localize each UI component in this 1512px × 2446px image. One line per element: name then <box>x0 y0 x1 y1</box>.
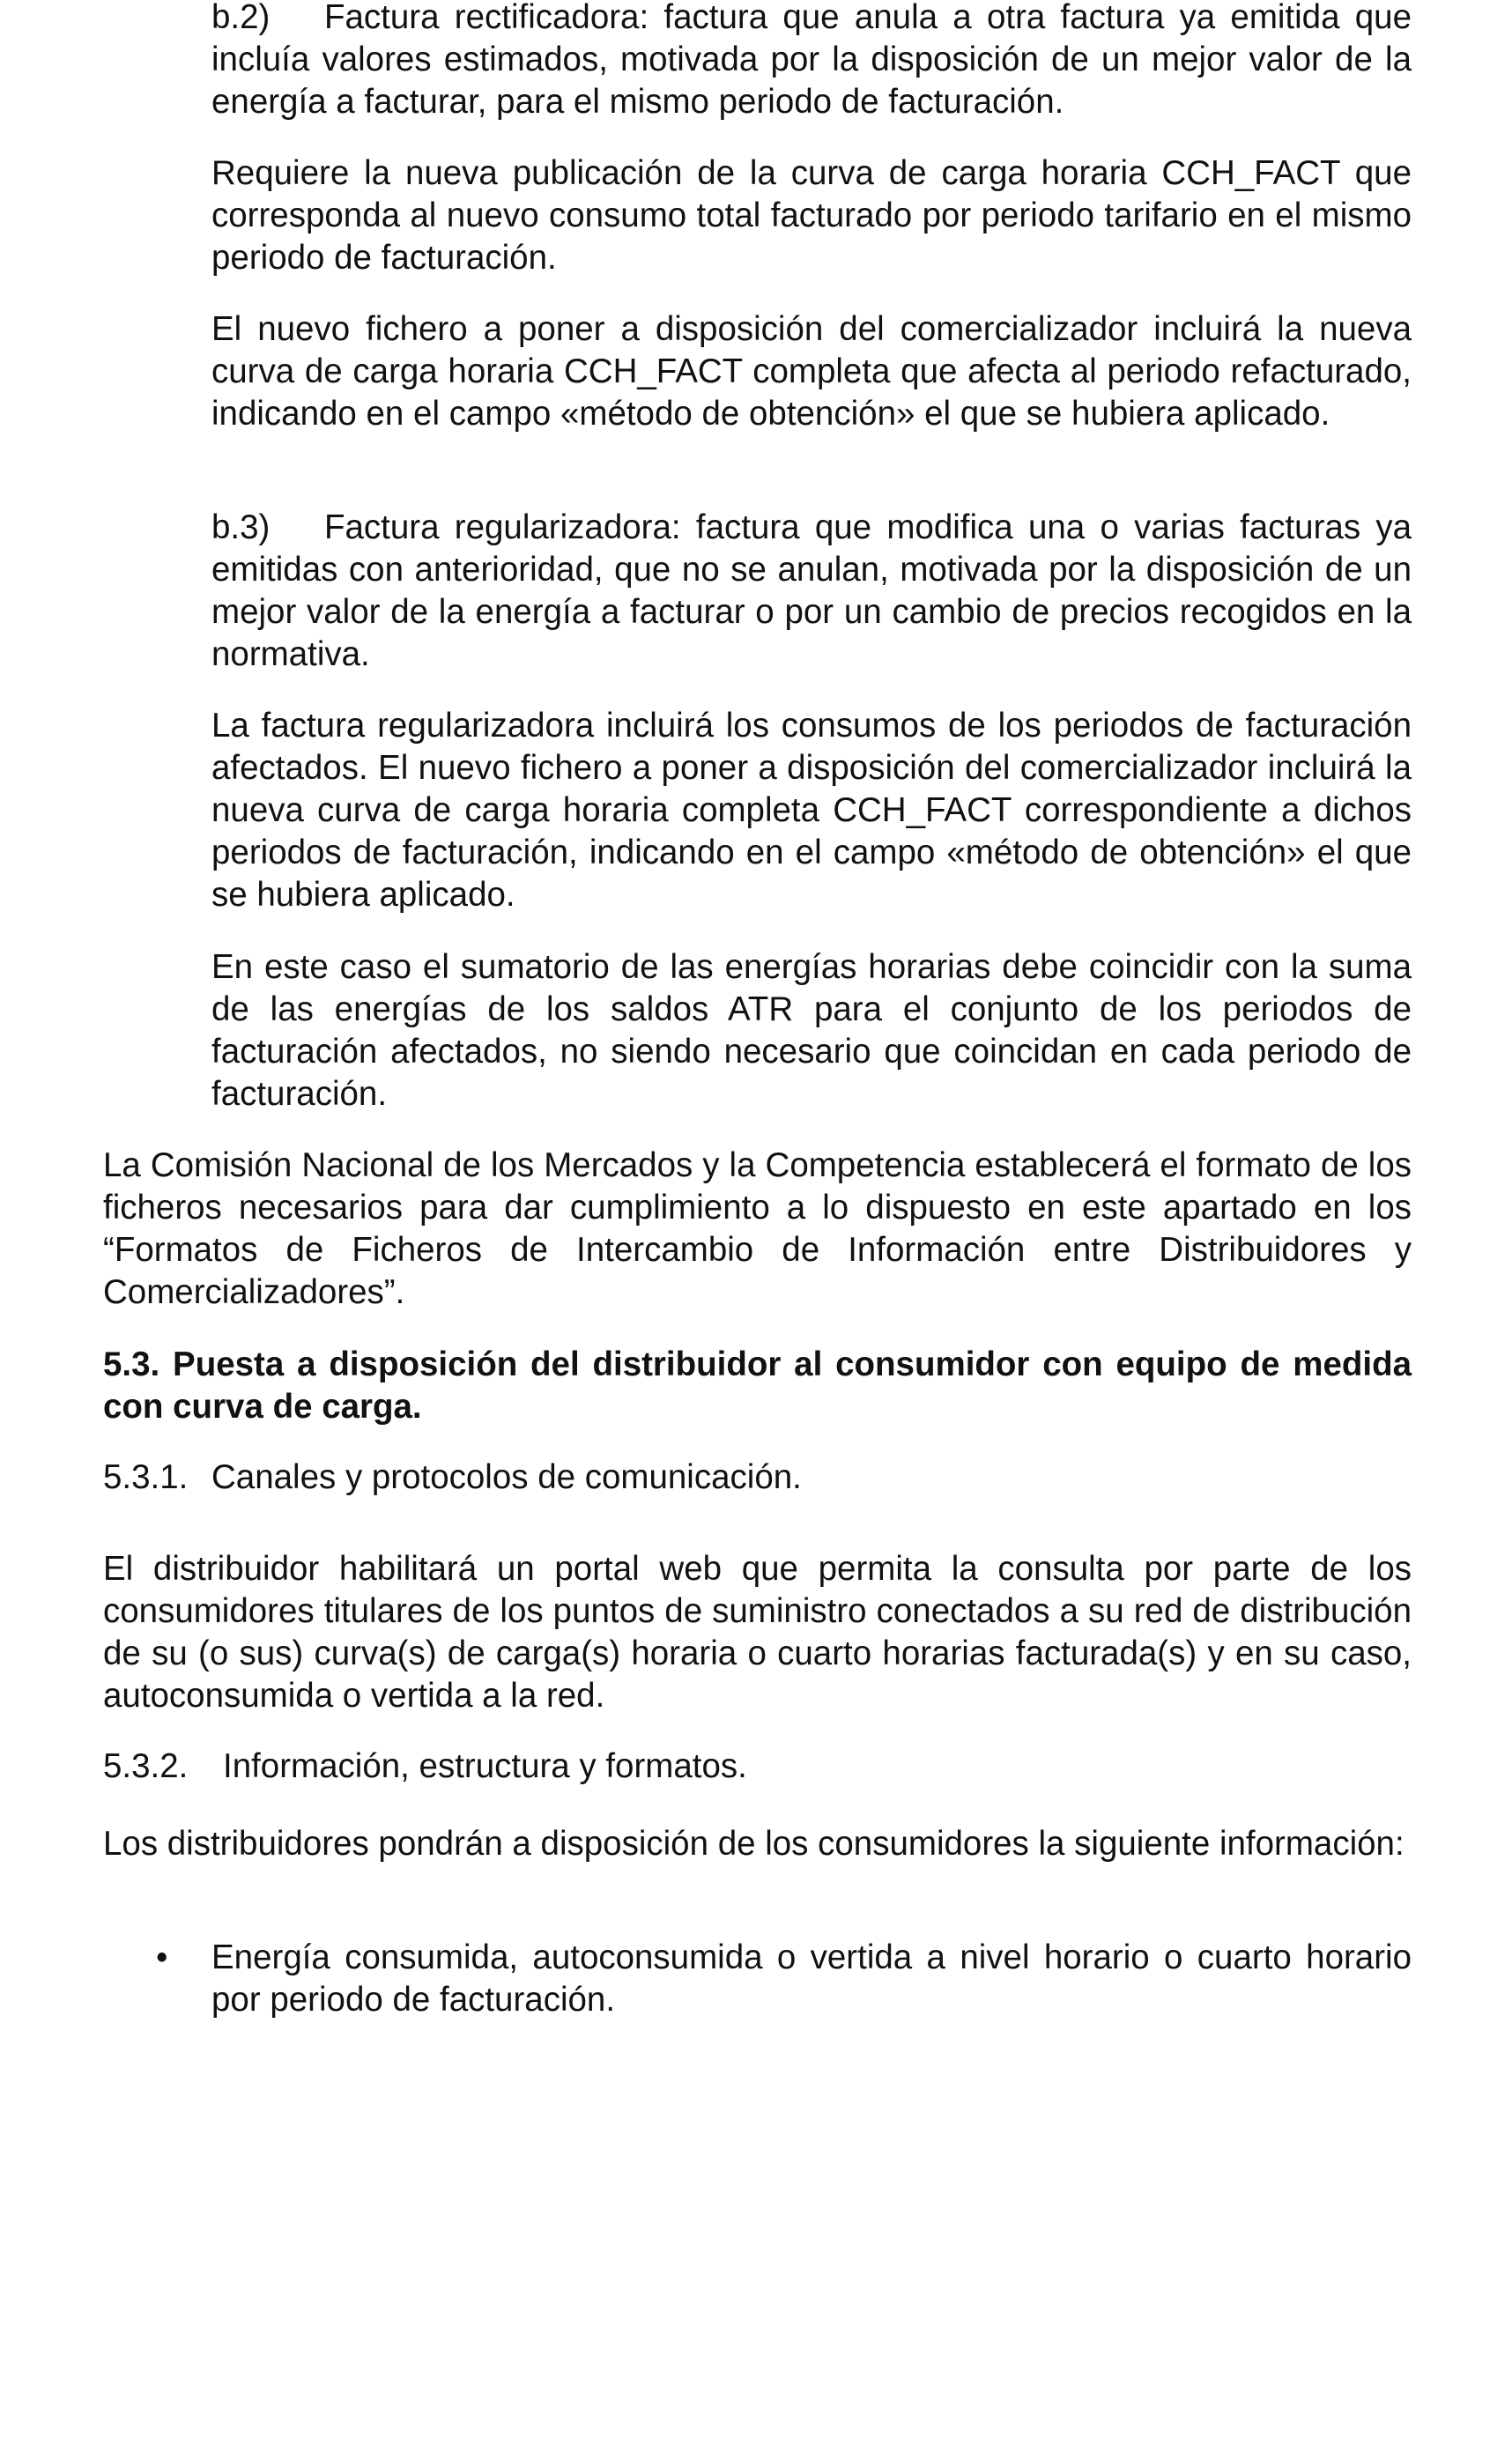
paragraph-distribuidores: Los distribuidores pondrán a disposición de los consumidores la siguiente información: <box>103 1825 1405 1863</box>
list-item-text: Energía consumida, autoconsumida o vertida a nivel horario o cuarto horario por periodo de facturación. <box>211 1938 1412 2019</box>
paragraph-portal: El distribuidor habilitará un portal web que permita la consulta por parte de los consumidores titulares de los puntos de suministro conectados a su red de distribución de su (o sus) curva(s) de carga(s) horaria o cuarto horarias facturada(s) y en su caso, autoconsumida o vertida a la red. <box>103 1550 1412 1715</box>
paragraph-cnmc: La Comisión Nacional de los Mercados y la Competencia establecerá el formato de los ficheros necesarios para dar cumplimiento a lo dispuesto en este apartado en los “Formatos de Ficheros de Intercambio de Información entre Distribuidores y Comercializadores”. <box>103 1146 1412 1311</box>
paragraph-requiere: Requiere la nueva publicación de la curva de carga horaria CCH_FACT que corresponda al nuevo consumo total facturado por periodo tarifario en el mismo periodo de facturación. <box>211 154 1412 277</box>
paragraph-nuevo-fichero: El nuevo fichero a poner a disposición del comercializador incluirá la nueva curva de carga horaria CCH_FACT completa que afecta al periodo refacturado, indicando en el campo «método de obtención» el que se hubiera aplicado. <box>211 310 1412 433</box>
paragraph-b2 <box>211 0 1412 123</box>
subsection-title-5-3-1: Canales y protocolos de comunicación. <box>211 1458 802 1496</box>
paragraph-b3 <box>211 507 1412 676</box>
paragraph-sumatorio: En este caso el sumatorio de las energías horarias debe coincidir con la suma de las energías de los saldos ATR para el conjunto de los periodos de facturación afectados, no siendo necesario que coincidan en cada periodo de facturación. <box>211 948 1412 1113</box>
paragraph-regularizadora: La factura regularizadora incluirá los consumos de los periodos de facturación afectados. El nuevo fichero a poner a disposición del comercializador incluirá la nueva curva de carga horaria completa CCH_FACT correspondiente a dichos periodos de facturación, indicando en el campo «método de obtención» el que se hubiera aplicado. <box>211 707 1412 914</box>
subsection-number-5-3-2: 5.3.2. <box>103 1747 189 1785</box>
subsection-heading-5-3-1 <box>103 1456 1412 1499</box>
subsection-number-5-3-1: 5.3.1. <box>103 1458 189 1496</box>
section-heading-5-3: 5.3. Puesta a disposición del distribuidor al consumidor con equipo de medida con curva de carga. <box>103 1345 1412 1426</box>
paragraph-b3-text: Factura regularizadora: factura que modifica una o varias facturas ya emitidas con anterioridad, que no se anulan, motivada por la disposición de un mejor valor de la energía a facturar o por un cambio de precios recogidos en la normativa. <box>211 508 1412 673</box>
bullet-icon: • <box>156 1938 168 1976</box>
list-label-b3: b.3) <box>211 508 271 546</box>
list-label-b2: b.2) <box>211 0 271 36</box>
subsection-heading-5-3-2 <box>103 1746 1412 1788</box>
paragraph-b2-text: Factura rectificadora: factura que anula a otra factura ya emitida que incluía valores estimados, motivada por la disposición de un mejor valor de la energía a facturar, para el mismo periodo de facturación. <box>211 0 1412 121</box>
subsection-title-5-3-2: Información, estructura y formatos. <box>223 1747 747 1785</box>
